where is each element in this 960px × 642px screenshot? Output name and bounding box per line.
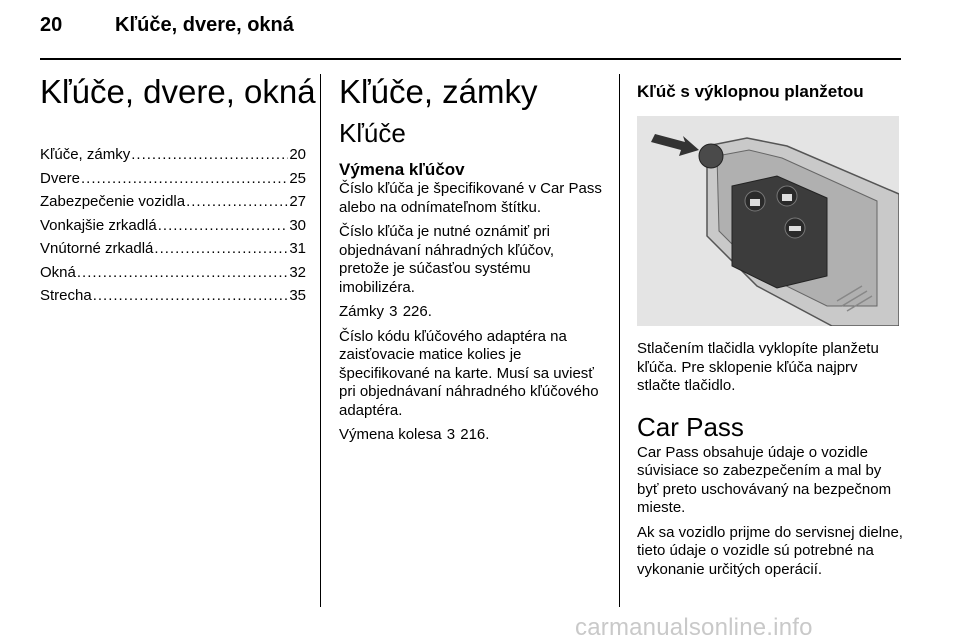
section-heading: Kľúče, zámky — [339, 73, 538, 110]
reference-page: 216. — [460, 426, 490, 443]
toc-label: Dvere — [40, 169, 81, 187]
watermark: carmanualsonline.info — [575, 614, 813, 641]
paragraph: Číslo kódu kľúčového adaptéra na zaisťovacie matice kolies je špecifikované na karte. Musí sa uviesť pri objednávaní náhradného kľúčového adaptéra. — [339, 327, 599, 419]
toc-entry[interactable] — [40, 264, 306, 288]
toc-leader — [93, 287, 289, 304]
toc-entry[interactable] — [40, 240, 306, 264]
toc-page: 25 — [289, 169, 306, 187]
toc-entry[interactable] — [40, 193, 306, 217]
toc-label: Strecha — [40, 287, 92, 304]
column-chapter — [40, 72, 316, 311]
section-heading: Car Pass — [637, 411, 744, 442]
toc-leader — [131, 146, 288, 163]
toc-entry[interactable] — [40, 217, 306, 241]
toc-entry[interactable] — [40, 170, 306, 194]
column-divider — [320, 74, 321, 607]
reference-label: Výmena kolesa — [339, 426, 442, 443]
topic-heading: Výmena kľúčov — [339, 160, 465, 179]
toc-leader — [81, 170, 288, 187]
toc-entry[interactable] — [40, 146, 306, 170]
toc-page: 20 — [289, 146, 306, 163]
toc-label: Okná — [40, 263, 76, 281]
key-illustration — [637, 116, 899, 326]
toc-page: 32 — [289, 263, 306, 281]
toc-leader — [186, 193, 288, 210]
running-title: Kľúče, dvere, okná — [115, 14, 294, 36]
toc-page: 30 — [289, 216, 306, 234]
toc-label: Zabezpečenie vozidla — [40, 193, 186, 210]
paragraph: Číslo kľúča je špecifikované v Car Pass alebo na odnímateľnom štítku. — [339, 180, 602, 216]
toc-entry[interactable] — [40, 287, 306, 311]
reference-arrow-icon: 3 — [389, 303, 398, 320]
subsection-heading: Kľúče — [339, 118, 406, 148]
paragraph: Číslo kľúča je nutné oznámiť pri objednávaní náhradných kľúčov, pretože je súčasťou systému imobilizéra. — [339, 223, 555, 296]
toc-label: Kľúče, zámky — [40, 146, 131, 163]
cross-reference[interactable] — [339, 426, 605, 445]
paragraph: Car Pass obsahuje údaje o vozidle súvisiace so zabezpečením a mal by byť preto uschovávaný na bezpečnom mieste. — [637, 443, 892, 516]
reference-label: Zámky — [339, 303, 384, 320]
header-rule — [40, 58, 901, 60]
reference-page: 226. — [402, 303, 432, 320]
toc-leader — [77, 264, 288, 281]
figure-caption: Stlačením tlačidla vyklopíte planžetu kľúča. Pre sklopenie kľúča najprv stlačte tlačidlo. — [637, 340, 879, 394]
flip-key-drawing — [637, 116, 899, 326]
paragraph: Ak sa vozidlo prijme do servisnej dielne, tieto údaje o vozidle sú potrebné na vykonanie určitých operácií. — [637, 523, 903, 578]
page-number: 20 — [40, 14, 63, 36]
column-flip-key — [637, 72, 905, 585]
cross-reference[interactable] — [339, 303, 605, 322]
column-keys-locks — [339, 72, 605, 451]
toc-page: 35 — [289, 287, 306, 304]
table-of-contents — [40, 146, 306, 311]
toc-leader — [158, 217, 289, 234]
column-divider — [619, 74, 620, 607]
toc-label: Vonkajšie zrkadlá — [40, 216, 157, 234]
toc-page: 27 — [289, 193, 306, 210]
toc-leader — [154, 240, 288, 257]
toc-label: Vnútorné zrkadlá — [40, 240, 154, 257]
reference-arrow-icon: 3 — [446, 426, 456, 443]
toc-page: 31 — [289, 240, 306, 257]
chapter-heading: Kľúče, dvere, okná — [40, 73, 316, 110]
topic-heading: Kľúč s výklopnou planžetou — [637, 82, 864, 101]
